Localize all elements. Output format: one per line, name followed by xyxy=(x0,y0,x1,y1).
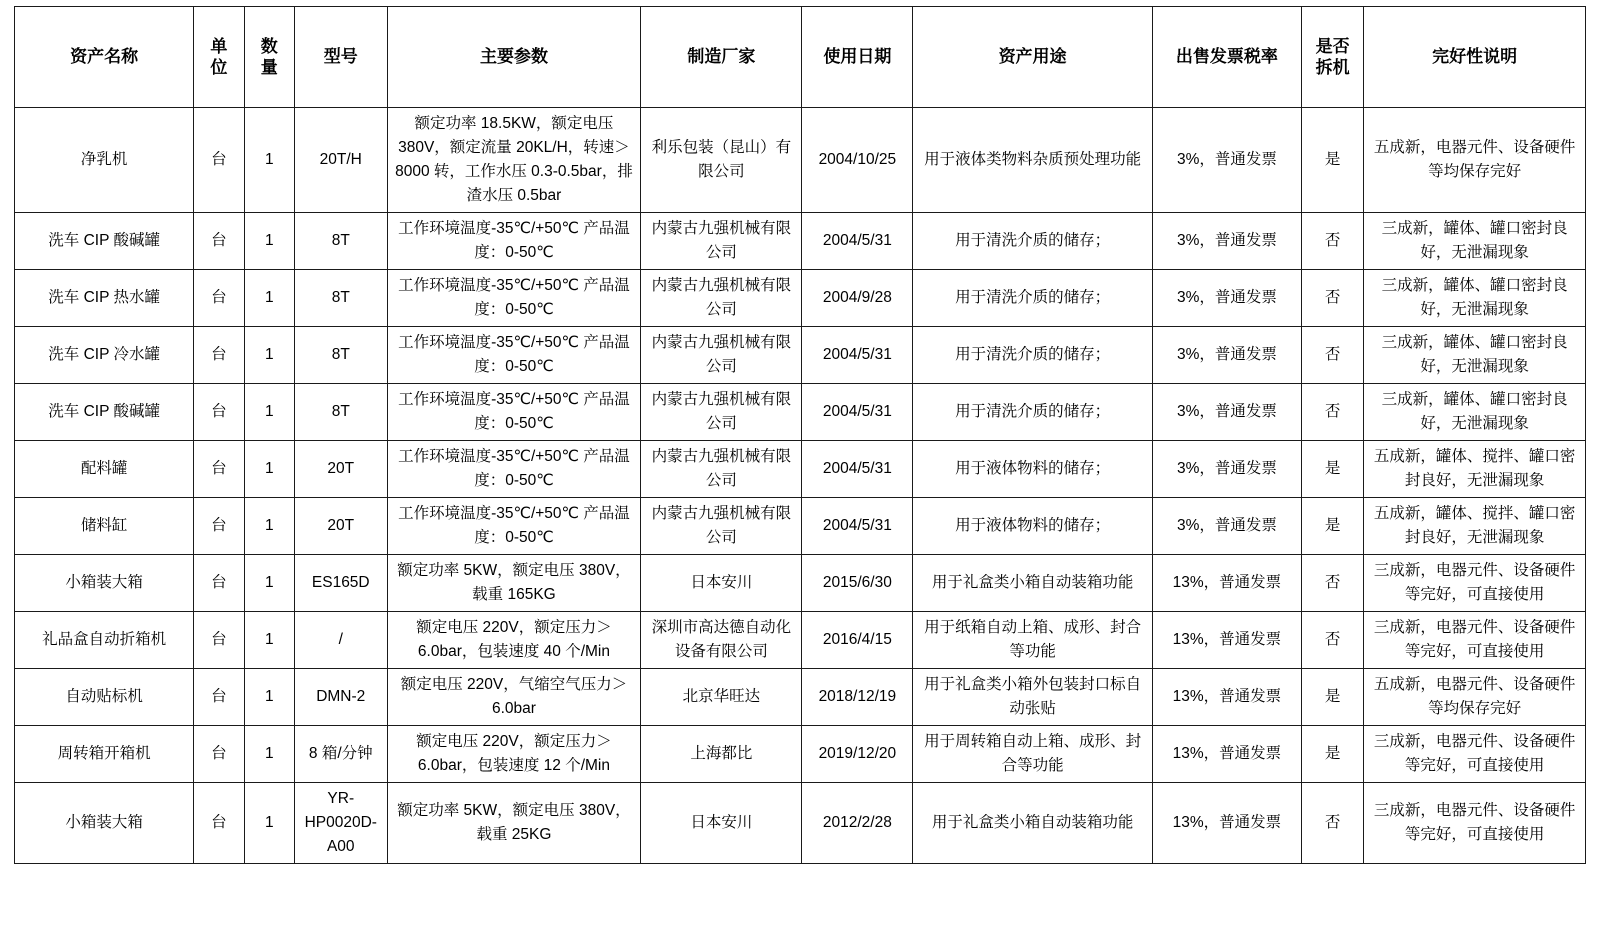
cell-params: 额定电压 220V，气缩空气压力＞6.0bar xyxy=(387,669,641,726)
column-header-date-label: 使用日期 xyxy=(823,46,892,66)
cell-dis: 否 xyxy=(1301,213,1363,270)
cell-dis: 否 xyxy=(1301,270,1363,327)
cell-dis: 是 xyxy=(1301,441,1363,498)
cell-cond: 三成新，罐体、罐口密封良好，无泄漏现象 xyxy=(1364,327,1586,384)
cell-model: / xyxy=(294,612,387,669)
column-header-name xyxy=(15,7,194,108)
column-header-cond-label: 完好性说明 xyxy=(1432,46,1518,66)
cell-tax: 13%，普通发票 xyxy=(1152,783,1301,864)
cell-dis: 否 xyxy=(1301,783,1363,864)
cell-name: 洗车 CIP 酸碱罐 xyxy=(15,384,194,441)
cell-params: 额定电压 220V，额定压力＞6.0bar，包装速度 12 个/Min xyxy=(387,726,641,783)
cell-use: 用于清洗介质的储存； xyxy=(913,213,1153,270)
cell-params: 工作环境温度-35℃/+50℃ 产品温度：0-50℃ xyxy=(387,384,641,441)
cell-maker: 日本安川 xyxy=(641,555,802,612)
cell-cond: 五成新，罐体、搅拌、罐口密封良好，无泄漏现象 xyxy=(1364,498,1586,555)
cell-tax: 13%，普通发票 xyxy=(1152,555,1301,612)
column-header-model-label: 型号 xyxy=(323,46,358,66)
cell-cond: 三成新，电器元件、设备硬件等完好，可直接使用 xyxy=(1364,783,1586,864)
table-row xyxy=(15,669,1586,726)
cell-model: 8T xyxy=(294,270,387,327)
cell-params: 工作环境温度-35℃/+50℃ 产品温度：0-50℃ xyxy=(387,498,641,555)
cell-use: 用于清洗介质的储存； xyxy=(913,384,1153,441)
cell-name: 配料罐 xyxy=(15,441,194,498)
cell-use: 用于周转箱自动上箱、成形、封合等功能 xyxy=(913,726,1153,783)
cell-params: 工作环境温度-35℃/+50℃ 产品温度：0-50℃ xyxy=(387,327,641,384)
column-header-use-label: 资产用途 xyxy=(998,46,1067,66)
cell-use: 用于清洗介质的储存； xyxy=(913,270,1153,327)
cell-unit: 台 xyxy=(194,270,244,327)
column-header-tax-label: 出售发票税率 xyxy=(1175,46,1278,66)
cell-model: 8T xyxy=(294,384,387,441)
cell-maker: 内蒙古九强机械有限公司 xyxy=(641,327,802,384)
column-header-dis-line-1: 是否 xyxy=(1315,36,1350,56)
cell-unit: 台 xyxy=(194,612,244,669)
cell-maker: 内蒙古九强机械有限公司 xyxy=(641,213,802,270)
cell-qty: 1 xyxy=(244,384,294,441)
cell-name: 礼品盒自动折箱机 xyxy=(15,612,194,669)
cell-tax: 3%，普通发票 xyxy=(1152,213,1301,270)
cell-model: 8T xyxy=(294,213,387,270)
column-header-qty-line-2: 量 xyxy=(260,58,278,77)
cell-tax: 13%，普通发票 xyxy=(1152,669,1301,726)
cell-params: 工作环境温度-35℃/+50℃ 产品温度：0-50℃ xyxy=(387,213,641,270)
cell-maker: 内蒙古九强机械有限公司 xyxy=(641,441,802,498)
cell-params: 工作环境温度-35℃/+50℃ 产品温度：0-50℃ xyxy=(387,270,641,327)
cell-use: 用于礼盒类小箱外包装封口标自动张贴 xyxy=(913,669,1153,726)
cell-dis: 否 xyxy=(1301,384,1363,441)
cell-date: 2004/5/31 xyxy=(802,498,913,555)
cell-unit: 台 xyxy=(194,384,244,441)
column-header-params-label: 主要参数 xyxy=(479,46,548,66)
cell-dis: 否 xyxy=(1301,327,1363,384)
cell-params: 额定功率 5KW，额定电压 380V，载重 25KG xyxy=(387,783,641,864)
cell-cond: 三成新，罐体、罐口密封良好，无泄漏现象 xyxy=(1364,384,1586,441)
cell-model: ES165D xyxy=(294,555,387,612)
column-header-dis-line-2: 拆机 xyxy=(1315,58,1350,77)
cell-name: 小箱装大箱 xyxy=(15,783,194,864)
cell-cond: 五成新，罐体、搅拌、罐口密封良好，无泄漏现象 xyxy=(1364,441,1586,498)
cell-cond: 三成新，罐体、罐口密封良好，无泄漏现象 xyxy=(1364,270,1586,327)
cell-name: 自动贴标机 xyxy=(15,669,194,726)
table-row xyxy=(15,108,1586,213)
cell-unit: 台 xyxy=(194,213,244,270)
cell-name: 净乳机 xyxy=(15,108,194,213)
column-header-use xyxy=(913,7,1153,108)
cell-cond: 三成新，电器元件、设备硬件等完好，可直接使用 xyxy=(1364,726,1586,783)
table-row xyxy=(15,612,1586,669)
cell-params: 工作环境温度-35℃/+50℃ 产品温度：0-50℃ xyxy=(387,441,641,498)
cell-name: 周转箱开箱机 xyxy=(15,726,194,783)
column-header-tax xyxy=(1152,7,1301,108)
cell-use: 用于液体物料的储存； xyxy=(913,441,1153,498)
cell-name: 洗车 CIP 冷水罐 xyxy=(15,327,194,384)
cell-unit: 台 xyxy=(194,726,244,783)
cell-use: 用于纸箱自动上箱、成形、封合等功能 xyxy=(913,612,1153,669)
cell-model: 20T xyxy=(294,498,387,555)
column-header-cond xyxy=(1364,7,1586,108)
cell-maker: 上海都比 xyxy=(641,726,802,783)
cell-maker: 内蒙古九强机械有限公司 xyxy=(641,384,802,441)
table-row xyxy=(15,783,1586,864)
cell-date: 2004/5/31 xyxy=(802,213,913,270)
cell-qty: 1 xyxy=(244,555,294,612)
cell-maker: 深圳市高达德自动化设备有限公司 xyxy=(641,612,802,669)
cell-tax: 3%，普通发票 xyxy=(1152,384,1301,441)
cell-date: 2004/5/31 xyxy=(802,384,913,441)
cell-model: YR-HP0020D-A00 xyxy=(294,783,387,864)
cell-tax: 3%，普通发票 xyxy=(1152,108,1301,213)
cell-date: 2018/12/19 xyxy=(802,669,913,726)
cell-unit: 台 xyxy=(194,498,244,555)
cell-qty: 1 xyxy=(244,108,294,213)
table-header xyxy=(15,7,1586,108)
cell-params: 额定电压 220V，额定压力＞6.0bar，包装速度 40 个/Min xyxy=(387,612,641,669)
column-header-maker-label: 制造厂家 xyxy=(687,46,756,66)
cell-model: 8 箱/分钟 xyxy=(294,726,387,783)
cell-tax: 3%，普通发票 xyxy=(1152,270,1301,327)
cell-qty: 1 xyxy=(244,669,294,726)
cell-model: 20T xyxy=(294,441,387,498)
table-row xyxy=(15,498,1586,555)
cell-qty: 1 xyxy=(244,783,294,864)
cell-use: 用于液体物料的储存； xyxy=(913,498,1153,555)
cell-cond: 三成新，罐体、罐口密封良好，无泄漏现象 xyxy=(1364,213,1586,270)
cell-model: DMN-2 xyxy=(294,669,387,726)
column-header-name-label: 资产名称 xyxy=(70,46,139,66)
cell-unit: 台 xyxy=(194,108,244,213)
cell-use: 用于礼盒类小箱自动装箱功能 xyxy=(913,555,1153,612)
cell-cond: 三成新，电器元件、设备硬件等完好，可直接使用 xyxy=(1364,555,1586,612)
cell-params: 额定功率 5KW，额定电压 380V，载重 165KG xyxy=(387,555,641,612)
cell-date: 2004/9/28 xyxy=(802,270,913,327)
column-header-unit-line-1: 单 xyxy=(210,36,228,56)
cell-qty: 1 xyxy=(244,612,294,669)
column-header-maker xyxy=(641,7,802,108)
cell-qty: 1 xyxy=(244,498,294,555)
cell-dis: 是 xyxy=(1301,498,1363,555)
column-header-params xyxy=(387,7,641,108)
table-header-row xyxy=(15,7,1586,108)
cell-name: 小箱装大箱 xyxy=(15,555,194,612)
cell-qty: 1 xyxy=(244,441,294,498)
table-row xyxy=(15,384,1586,441)
cell-name: 储料缸 xyxy=(15,498,194,555)
cell-unit: 台 xyxy=(194,327,244,384)
cell-use: 用于礼盒类小箱自动装箱功能 xyxy=(913,783,1153,864)
cell-date: 2016/4/15 xyxy=(802,612,913,669)
table-row xyxy=(15,327,1586,384)
cell-unit: 台 xyxy=(194,783,244,864)
cell-date: 2004/5/31 xyxy=(802,441,913,498)
table-row xyxy=(15,270,1586,327)
column-header-qty xyxy=(244,7,294,108)
cell-unit: 台 xyxy=(194,555,244,612)
cell-unit: 台 xyxy=(194,669,244,726)
cell-maker: 内蒙古九强机械有限公司 xyxy=(641,270,802,327)
cell-model: 8T xyxy=(294,327,387,384)
column-header-date xyxy=(802,7,913,108)
cell-unit: 台 xyxy=(194,441,244,498)
cell-dis: 是 xyxy=(1301,108,1363,213)
cell-model: 20T/H xyxy=(294,108,387,213)
cell-cond: 五成新，电器元件、设备硬件等均保存完好 xyxy=(1364,108,1586,213)
cell-tax: 13%，普通发票 xyxy=(1152,726,1301,783)
cell-tax: 3%，普通发票 xyxy=(1152,441,1301,498)
column-header-unit xyxy=(194,7,244,108)
cell-qty: 1 xyxy=(244,327,294,384)
cell-tax: 3%，普通发票 xyxy=(1152,327,1301,384)
cell-date: 2012/2/28 xyxy=(802,783,913,864)
table-row xyxy=(15,441,1586,498)
cell-params: 额定功率 18.5KW，额定电压 380V，额定流量 20KL/H，转速＞8000 转，工作水压 0.3-0.5bar，排渣水压 0.5bar xyxy=(387,108,641,213)
cell-qty: 1 xyxy=(244,270,294,327)
cell-maker: 日本安川 xyxy=(641,783,802,864)
cell-tax: 3%，普通发票 xyxy=(1152,498,1301,555)
cell-date: 2004/10/25 xyxy=(802,108,913,213)
column-header-qty-line-1: 数 xyxy=(260,36,278,56)
cell-dis: 是 xyxy=(1301,669,1363,726)
cell-date: 2019/12/20 xyxy=(802,726,913,783)
cell-qty: 1 xyxy=(244,213,294,270)
cell-tax: 13%，普通发票 xyxy=(1152,612,1301,669)
cell-cond: 五成新，电器元件、设备硬件等均保存完好 xyxy=(1364,669,1586,726)
cell-dis: 否 xyxy=(1301,612,1363,669)
cell-name: 洗车 CIP 酸碱罐 xyxy=(15,213,194,270)
cell-qty: 1 xyxy=(244,726,294,783)
cell-dis: 是 xyxy=(1301,726,1363,783)
table-row xyxy=(15,213,1586,270)
table-row xyxy=(15,555,1586,612)
column-header-unit-line-2: 位 xyxy=(210,58,228,77)
cell-maker: 北京华旺达 xyxy=(641,669,802,726)
column-header-model xyxy=(294,7,387,108)
cell-use: 用于液体类物料杂质预处理功能 xyxy=(913,108,1153,213)
cell-dis: 否 xyxy=(1301,555,1363,612)
cell-date: 2004/5/31 xyxy=(802,327,913,384)
asset-inventory-table xyxy=(14,6,1586,864)
cell-maker: 内蒙古九强机械有限公司 xyxy=(641,498,802,555)
table-body xyxy=(15,108,1586,864)
cell-use: 用于清洗介质的储存； xyxy=(913,327,1153,384)
cell-cond: 三成新，电器元件、设备硬件等完好，可直接使用 xyxy=(1364,612,1586,669)
column-header-dis xyxy=(1301,7,1363,108)
cell-maker: 利乐包装（昆山）有限公司 xyxy=(641,108,802,213)
cell-date: 2015/6/30 xyxy=(802,555,913,612)
cell-name: 洗车 CIP 热水罐 xyxy=(15,270,194,327)
table-row xyxy=(15,726,1586,783)
